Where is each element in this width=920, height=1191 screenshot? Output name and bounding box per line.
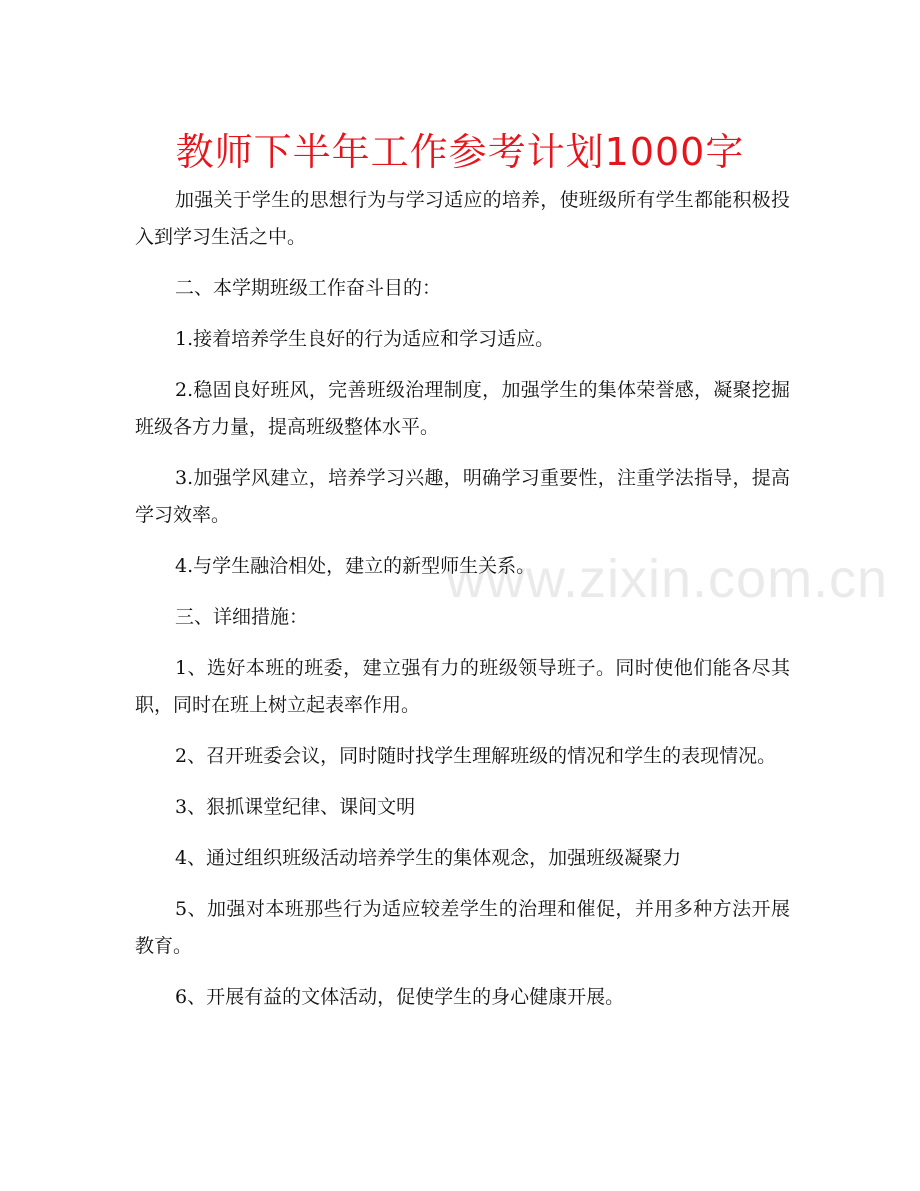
measure-item: 6、开展有益的文体活动，促使学生的身心健康开展。 xyxy=(175,986,625,1008)
watermark: www.zixin.com.cn xyxy=(446,549,889,609)
section-heading: 三、详细措施： xyxy=(175,606,309,628)
measure-item: 3、狠抓课堂纪律、课间文明 xyxy=(175,796,416,818)
paragraph: 加强关于学生的思想行为与学习适应的培养，使班级所有学生都能积极投入到学习生活之中。 xyxy=(135,189,790,248)
goal-item: 1.接着培养学生良好的行为适应和学习适应。 xyxy=(175,328,555,350)
measure-item: 1、选好本班的班委，建立强有力的班级领导班子。同时使他们能各尽其职，同时在班上树立起表率作用。 xyxy=(135,657,790,716)
measure-item: 4、通过组织班级活动培养学生的集体观念，加强班级凝聚力 xyxy=(175,847,682,869)
document-body xyxy=(135,182,790,1030)
goal-item: 4.与学生融洽相处，建立的新型师生关系。 xyxy=(175,555,536,577)
goal-item: 2.稳固良好班风，完善班级治理制度，加强学生的集体荣誉感，凝聚挖掘班级各方力量，提高班级整体水平。 xyxy=(135,379,790,438)
document-title: 教师下半年工作参考计划1000字 xyxy=(175,130,745,174)
measure-item: 5、加强对本班那些行为适应较差学生的治理和催促，并用多种方法开展教育。 xyxy=(135,898,790,957)
section-heading: 二、本学期班级工作奋斗目的： xyxy=(175,277,442,299)
goal-item: 3.加强学风建立，培养学习兴趣，明确学习重要性，注重学法指导，提高学习效率。 xyxy=(135,467,790,526)
measure-item: 2、召开班委会议，同时随时找学生理解班级的情况和学生的表现情况。 xyxy=(175,745,777,767)
